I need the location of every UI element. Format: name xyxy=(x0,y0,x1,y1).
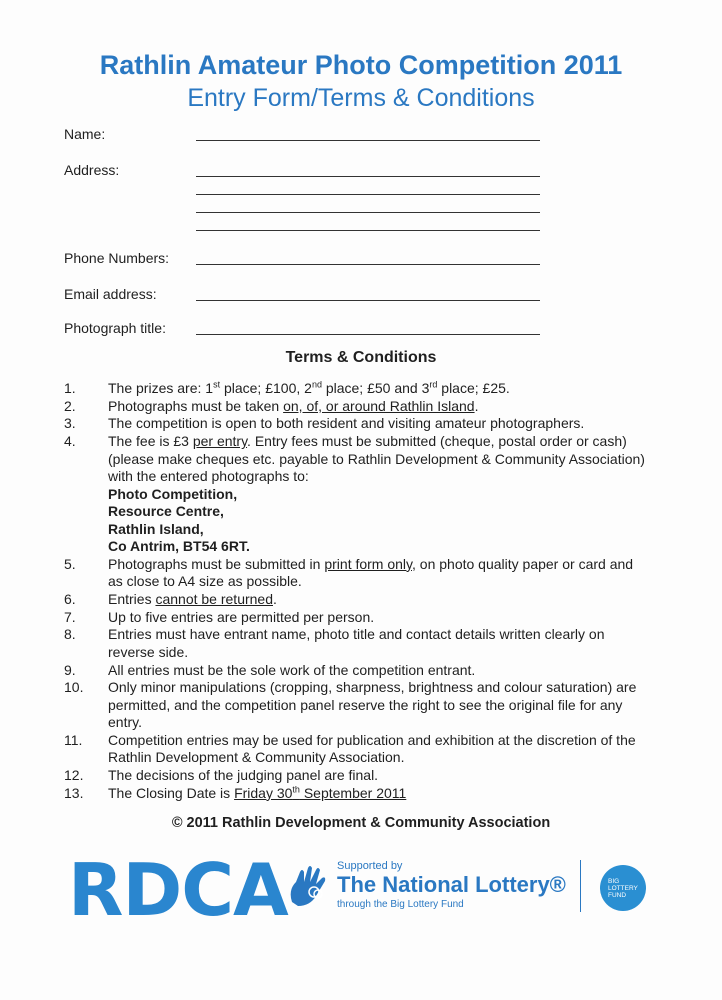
term-item xyxy=(64,609,650,627)
term-item xyxy=(64,767,650,785)
name-line[interactable] xyxy=(196,140,540,141)
term-text: All entries must be the sole work of the competition entrant. xyxy=(108,661,476,678)
page-subtitle: Entry Form/Terms & Conditions xyxy=(187,84,535,112)
email-line[interactable] xyxy=(196,300,540,301)
email-label: Email address: xyxy=(64,286,157,302)
address-line-1[interactable] xyxy=(196,176,540,177)
blf-line: LOTTERY xyxy=(608,884,638,892)
term-text: Competition entries may be used for publication and exhibition at the discretion of the Rathlin Development & Community Association. xyxy=(108,731,636,766)
lottery-supported-by: Supported by xyxy=(337,860,403,872)
underlined-text: Friday 30th September 2011 xyxy=(234,784,407,801)
term-number: 1. xyxy=(64,380,76,396)
phone-label: Phone Numbers: xyxy=(64,250,170,266)
postal-address-line: Photo Competition, xyxy=(108,485,238,502)
address-line-3[interactable] xyxy=(196,212,540,213)
term-number: 9. xyxy=(64,661,76,678)
term-text: Up to five entries are permitted per person. xyxy=(108,608,375,625)
underlined-text: on, of, or around Rathlin Island xyxy=(283,397,475,414)
term-item xyxy=(64,679,650,732)
term-text: The fee is £3 per entry. Entry fees must be submitted (cheque, postal order or cash) (please make cheques etc. payable to Rathlin Development & Community Association) with the entered photographs to: xyxy=(108,433,645,485)
term-item xyxy=(64,415,650,433)
lottery-hand-icon xyxy=(284,862,334,912)
page-title: Rathlin Amateur Photo Competition 2011 xyxy=(99,50,623,80)
term-item xyxy=(64,785,650,803)
postal-address-line: Co Antrim, BT54 6RT. xyxy=(108,538,250,555)
term-text: The Closing Date is Friday 30th September 2011 xyxy=(108,784,407,801)
copyright: © 2011 Rathlin Development & Community Association xyxy=(171,815,551,831)
term-text: Entries must have entrant name, photo title and contact details written clearly on reverse side. xyxy=(108,626,605,660)
term-number: 5. xyxy=(64,555,76,572)
lottery-subtitle: through the Big Lottery Fund xyxy=(337,899,464,910)
term-number: 4. xyxy=(64,433,76,450)
term-item xyxy=(64,556,650,591)
term-item xyxy=(64,626,650,661)
rdca-logo: RDCA xyxy=(68,848,288,932)
term-item xyxy=(64,398,650,416)
term-text: Only minor manipulations (cropping, sharpness, brightness and colour saturation) are permitted, and the competition panel reserve the right to see the original file for any entry. xyxy=(108,679,637,731)
big-lottery-fund-logo xyxy=(600,865,646,911)
address-line-4[interactable] xyxy=(196,230,540,231)
underlined-text: print form only xyxy=(324,555,413,572)
term-number: 6. xyxy=(64,590,76,607)
term-text: The prizes are: 1st place; £100, 2nd place; £50 and 3rd place; £25. xyxy=(108,379,510,396)
postal-address-line: Rathlin Island, xyxy=(108,520,204,537)
blf-line: FUND xyxy=(608,891,627,899)
term-item xyxy=(64,662,650,680)
term-text: The decisions of the judging panel are final. xyxy=(108,767,379,784)
term-text: Photographs must be taken on, of, or around Rathlin Island. xyxy=(108,397,479,414)
name-label: Name: xyxy=(64,126,106,142)
term-item xyxy=(64,433,650,556)
term-number: 11. xyxy=(64,731,83,748)
postal-address-line: Resource Centre, xyxy=(108,503,224,520)
term-item xyxy=(64,732,650,767)
phone-line[interactable] xyxy=(196,264,540,265)
term-text: The competition is open to both resident and visiting amateur photographers. xyxy=(108,415,585,432)
address-label: Address: xyxy=(64,162,120,178)
lottery-name: The National Lottery® xyxy=(337,872,566,897)
term-number: 10. xyxy=(64,679,84,696)
term-number: 13. xyxy=(64,784,84,801)
address-line-2[interactable] xyxy=(196,194,540,195)
photo-title-line[interactable] xyxy=(196,334,540,335)
term-number: 2. xyxy=(64,397,76,414)
term-item xyxy=(64,380,650,398)
term-text: Entries cannot be returned. xyxy=(108,590,277,607)
term-number: 8. xyxy=(64,626,76,643)
terms-heading: Terms & Conditions xyxy=(285,349,437,366)
term-number: 12. xyxy=(64,767,84,784)
underlined-text: cannot be returned xyxy=(155,590,273,607)
underlined-text: per entry xyxy=(192,433,248,450)
term-number: 3. xyxy=(64,415,76,432)
term-text: Photographs must be submitted in print form only, on photo quality paper or card and as close to A4 size as possible. xyxy=(108,555,634,590)
logo-divider xyxy=(580,860,581,912)
blf-line: BIG xyxy=(608,877,620,885)
term-item xyxy=(64,591,650,609)
photo-title-label: Photograph title: xyxy=(64,320,166,336)
terms-list xyxy=(64,380,650,802)
term-number: 7. xyxy=(64,608,76,625)
